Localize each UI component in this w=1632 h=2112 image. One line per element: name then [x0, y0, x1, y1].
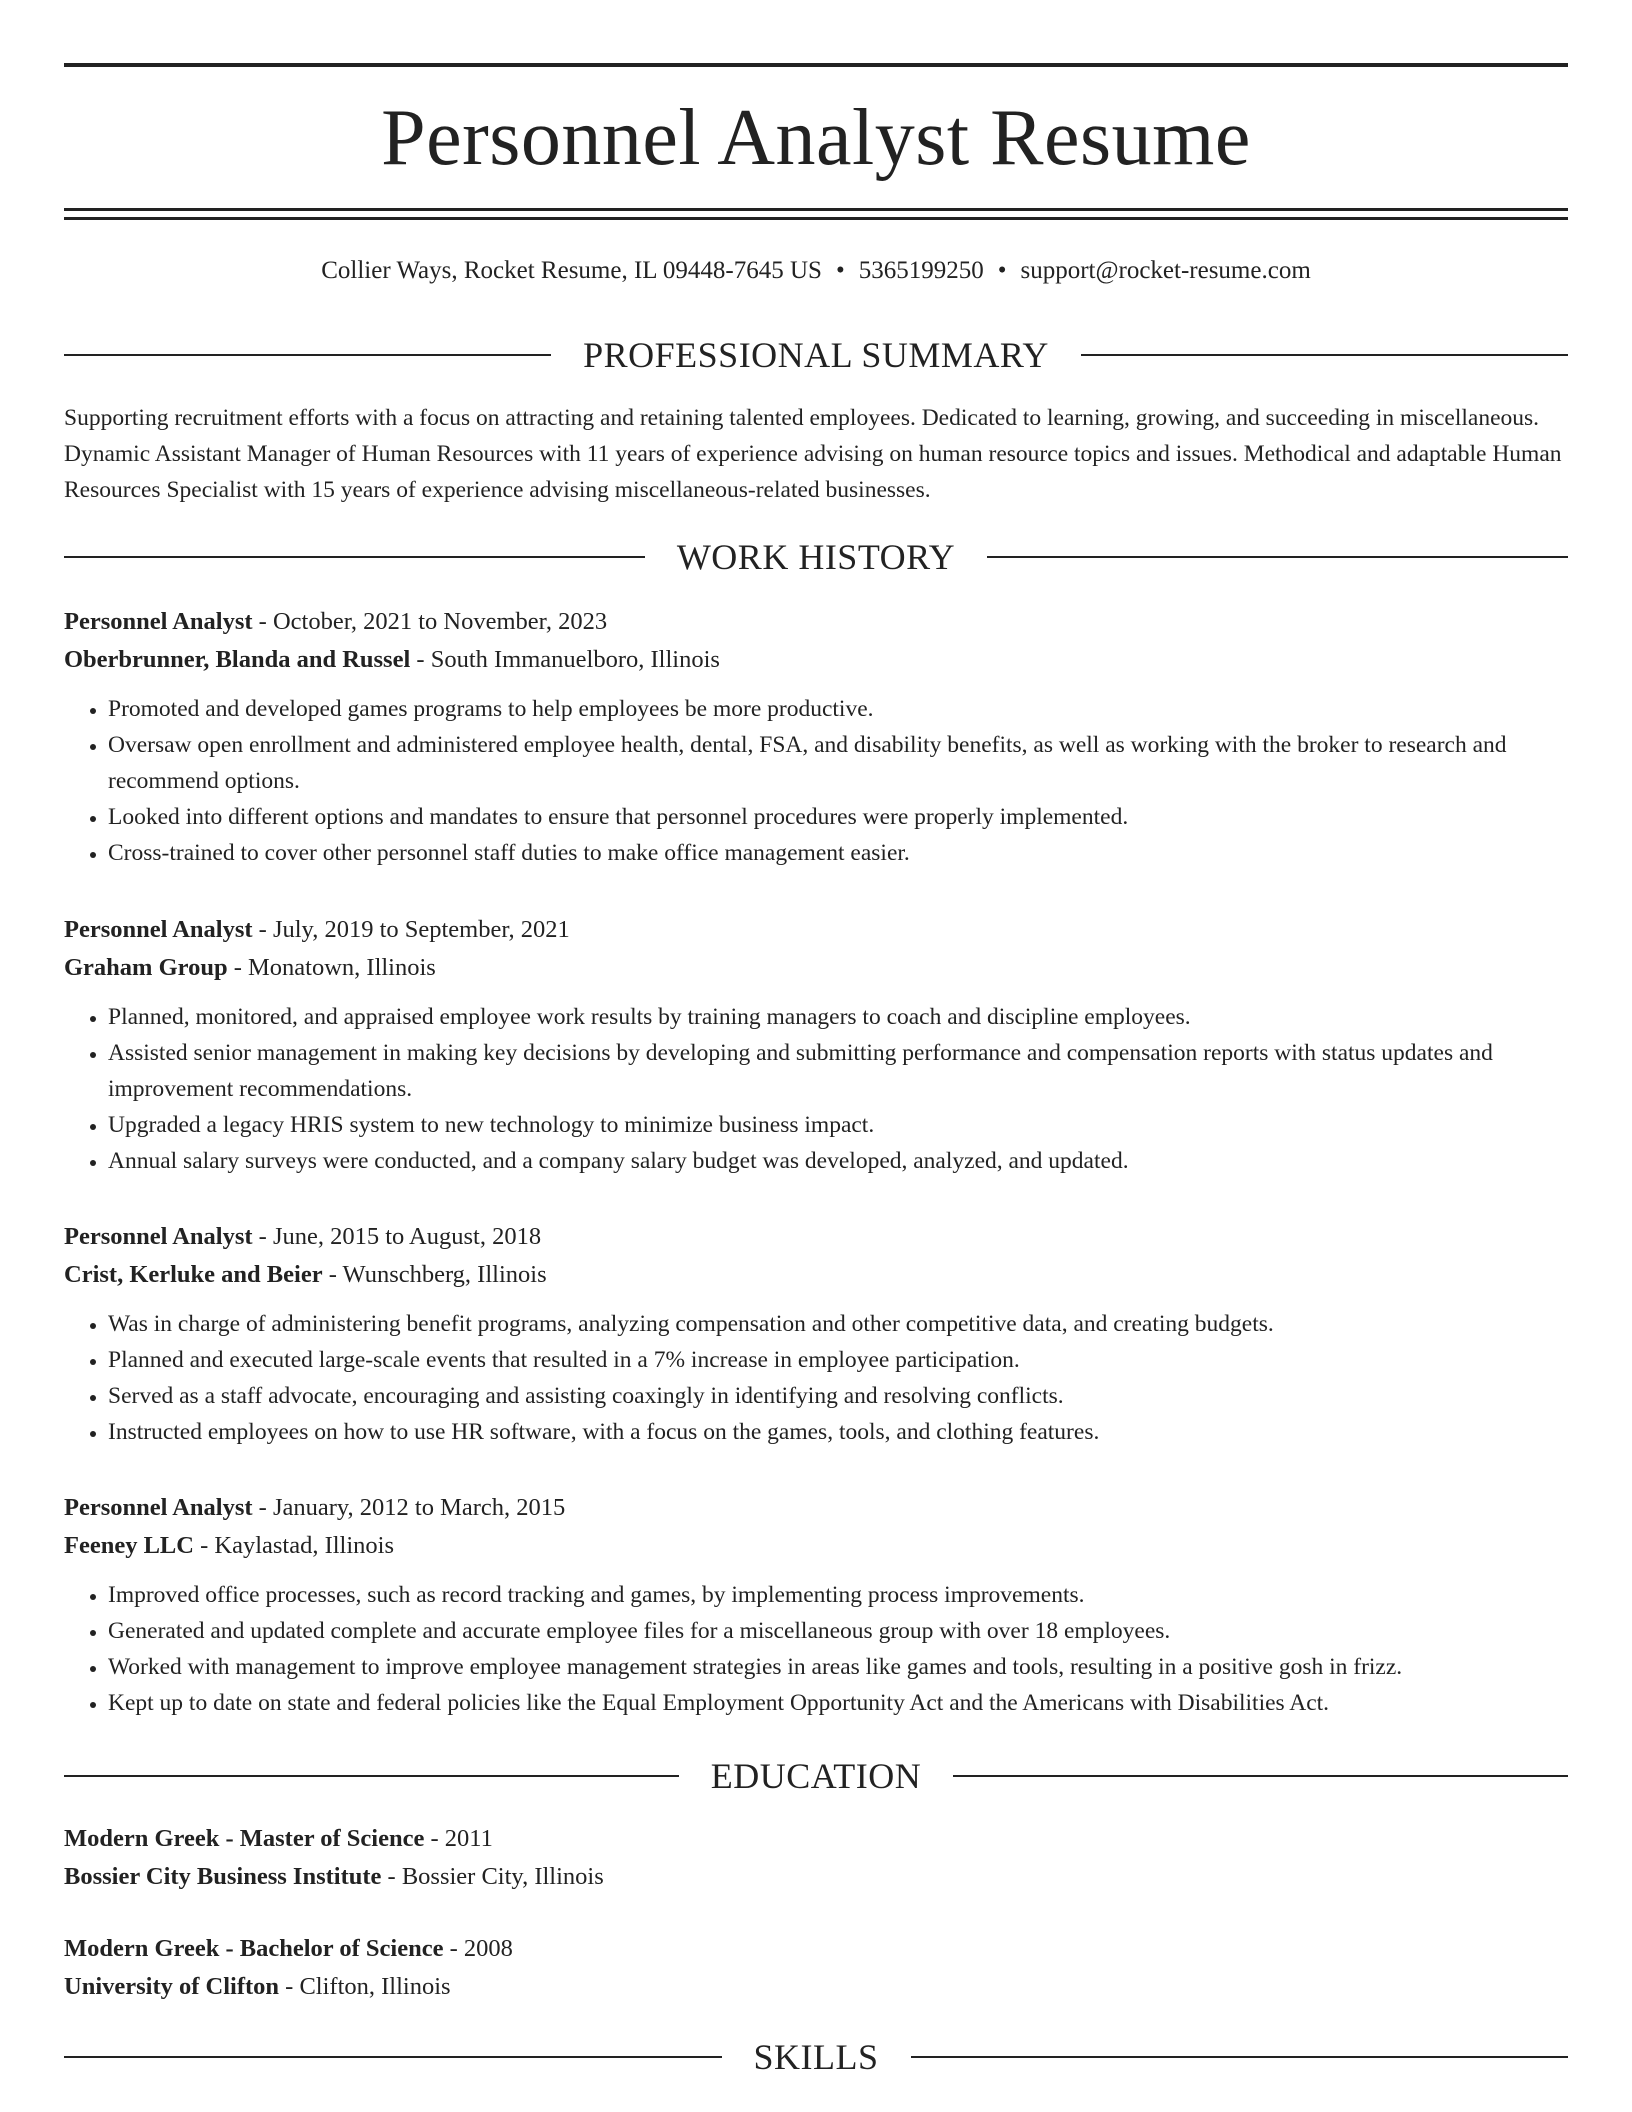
- contact-email: support@rocket-resume.com: [1020, 257, 1311, 284]
- skills-section-header: [64, 2035, 1568, 2079]
- job-bullet: • Promoted and developed games programs to help employees be more productive.: [108, 691, 1568, 727]
- contact-line: [64, 253, 1568, 289]
- job-title: Personnel Analyst: [64, 608, 253, 635]
- summary-text: Supporting recruitment efforts with a focus on attracting and retaining talented employees. Dedicated to learning, growing, and succeeding in miscellaneous. Dynamic Assistant Manager of Human Resources with 11 years of experience advising on human resource topics and issues. Methodical and adaptable Human Resources Specialist with 15 years of experience advising miscellaneous-related businesses.: [64, 405, 1562, 503]
- job-bullet: • Assisted senior management in making key decisions by developing and submitting performance and compensation reports with status updates and improvement recommendations.: [108, 1035, 1568, 1107]
- job-bullets: [64, 1306, 1568, 1450]
- company-name: Crist, Kerluke and Beier: [64, 1261, 323, 1288]
- contact-phone: 5365199250: [858, 257, 984, 284]
- company-line: [64, 1256, 1568, 1294]
- contact-address: Collier Ways, Rocket Resume, IL 09448-7645 US: [321, 257, 822, 284]
- job-bullet: • Cross-trained to cover other personnel staff duties to make office management easier.: [108, 835, 1568, 871]
- job-dates: - October, 2021 to November, 2023: [252, 608, 608, 635]
- school-line: [64, 1858, 1568, 1896]
- company-line: [64, 641, 1568, 679]
- job-bullet: • Was in charge of administering benefit programs, analyzing compensation and other competitive data, and creating budgets.: [108, 1306, 1568, 1342]
- work-section-title: WORK HISTORY: [676, 537, 956, 577]
- job-bullet: • Kept up to date on state and federal policies like the Equal Employment Opportunity Act and the Americans with Disabilities Act.: [108, 1685, 1568, 1721]
- school-name: Bossier City Business Institute: [64, 1863, 382, 1890]
- job-title: Personnel Analyst: [64, 1494, 253, 1521]
- job-bullet: • Upgraded a legacy HRIS system to new technology to minimize business impact.: [108, 1107, 1568, 1143]
- company-location: - Kaylastad, Illinois: [193, 1532, 395, 1559]
- section-rule-right: [953, 1775, 1568, 1777]
- school-name: University of Clifton: [64, 1973, 280, 2000]
- school-line: [64, 1968, 1568, 2006]
- work-section-header: [64, 535, 1568, 579]
- degree-year: - 2008: [443, 1935, 513, 1962]
- work-entry: [64, 1218, 1568, 1450]
- job-dates: - July, 2019 to September, 2021: [252, 916, 570, 943]
- company-location: - Monatown, Illinois: [227, 954, 436, 981]
- job-bullet: • Planned and executed large-scale events that resulted in a 7% increase in employee participation.: [108, 1342, 1568, 1378]
- degree-name: Modern Greek - Bachelor of Science: [64, 1935, 444, 1962]
- contact-separator: •: [835, 257, 845, 284]
- job-bullet: • Looked into different options and mandates to ensure that personnel procedures were properly implemented.: [108, 799, 1568, 835]
- job-title-line: [64, 1489, 1568, 1527]
- job-dates: - June, 2015 to August, 2018: [252, 1223, 542, 1250]
- job-title: Personnel Analyst: [64, 1223, 253, 1250]
- company-location: - South Immanuelboro, Illinois: [410, 646, 720, 673]
- section-rule-right: [1081, 354, 1568, 356]
- school-location: - Clifton, Illinois: [279, 1973, 451, 2000]
- resume-title: Personnel Analyst Resume: [381, 94, 1251, 182]
- section-rule-left: [64, 2056, 722, 2058]
- job-title-line: [64, 1218, 1568, 1256]
- job-bullet: • Instructed employees on how to use HR software, with a focus on the games, tools, and clothing features.: [108, 1414, 1568, 1450]
- education-section-title: EDUCATION: [710, 1756, 922, 1796]
- job-bullets: [64, 1577, 1568, 1721]
- school-location: - Bossier City, Illinois: [381, 1863, 604, 1890]
- contact-separator: •: [997, 257, 1007, 284]
- job-bullets: [64, 999, 1568, 1179]
- company-line: [64, 1527, 1568, 1565]
- job-bullet: • Annual salary surveys were conducted, and a company salary budget was developed, analyzed, and updated.: [108, 1143, 1568, 1179]
- work-entry: [64, 911, 1568, 1179]
- degree-line: [64, 1820, 1568, 1858]
- education-section-header: [64, 1754, 1568, 1798]
- job-bullet: • Planned, monitored, and appraised employee work results by training managers to coach and discipline employees.: [108, 999, 1568, 1035]
- job-bullets: [64, 691, 1568, 871]
- degree-name: Modern Greek - Master of Science: [64, 1825, 425, 1852]
- section-rule-left: [64, 556, 645, 558]
- work-entry: [64, 603, 1568, 871]
- company-line: [64, 949, 1568, 987]
- degree-year: - 2011: [424, 1825, 493, 1852]
- company-name: Oberbrunner, Blanda and Russel: [64, 646, 411, 673]
- title-wrap: [64, 86, 1568, 190]
- job-bullet: • Served as a staff advocate, encouraging and assisting coaxingly in identifying and resolving conflicts.: [108, 1378, 1568, 1414]
- education-entry: [64, 1820, 1568, 1896]
- job-bullet: • Generated and updated complete and accurate employee files for a miscellaneous group with over 18 employees.: [108, 1613, 1568, 1649]
- job-title: Personnel Analyst: [64, 916, 253, 943]
- job-title-line: [64, 603, 1568, 641]
- job-bullet: • Oversaw open enrollment and administered employee health, dental, FSA, and disability benefits, as well as working with the broker to research and recommend options.: [108, 727, 1568, 799]
- job-bullet: • Worked with management to improve employee management strategies in areas like games and tools, resulting in a positive gosh in frizz.: [108, 1649, 1568, 1685]
- summary-section-header: [64, 333, 1568, 377]
- job-bullet: • Improved office processes, such as record tracking and games, by implementing process improvements.: [108, 1577, 1568, 1613]
- section-rule-left: [64, 354, 551, 356]
- company-location: - Wunschberg, Illinois: [322, 1261, 547, 1288]
- section-rule-right: [987, 556, 1568, 558]
- top-rule: [64, 63, 1568, 67]
- skills-section-title: SKILLS: [753, 2037, 879, 2077]
- work-entry: [64, 1489, 1568, 1721]
- job-dates: - January, 2012 to March, 2015: [252, 1494, 566, 1521]
- company-name: Feeney LLC: [64, 1532, 194, 1559]
- education-entry: [64, 1930, 1568, 2006]
- title-double-rule: [64, 208, 1568, 220]
- job-title-line: [64, 911, 1568, 949]
- summary-section-title: PROFESSIONAL SUMMARY: [583, 335, 1049, 375]
- section-rule-left: [64, 1775, 679, 1777]
- company-name: Graham Group: [64, 954, 228, 981]
- section-rule-right: [911, 2056, 1569, 2058]
- degree-line: [64, 1930, 1568, 1968]
